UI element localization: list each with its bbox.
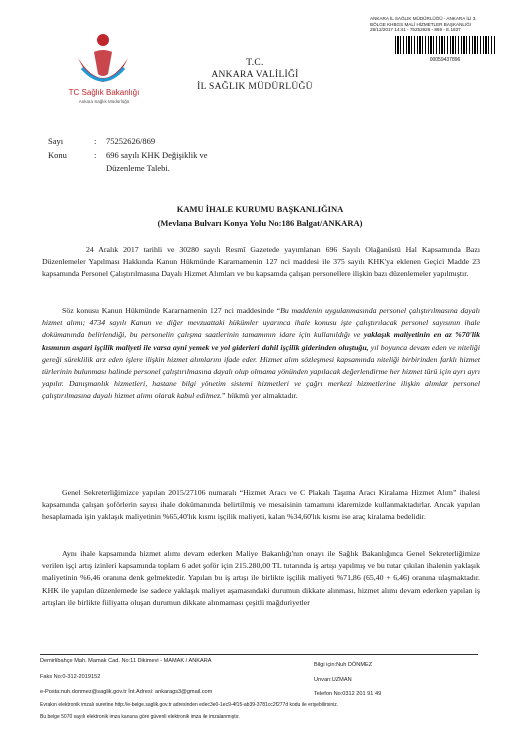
logo-name: TC Sağlık Bakanlığı: [68, 88, 140, 97]
footer-email: e-Posta:nuh.donmez@saglik.gov.tr İnt.Adresi: ankarags3@gmail.com: [40, 689, 213, 695]
p2-outro: ” hükmü yer almaktadır.: [221, 391, 298, 401]
p2-quote-bold: yaklaşık maliyetinin en az %70'lik kısmının asgari işçilik maliyeti ile varsa ayni yemek ve yol giderleri dahil işçilik giderinden oluştuğu,: [42, 330, 480, 352]
footer-phone: Telefon No:0312 201 91 49: [314, 691, 382, 697]
paragraph-3: Genel Sekreterliğimizce yapılan 2015/27106 numaralı “Hizmet Aracı ve C Plakalı Taşıma Aracı Kiralama Hizmet Alım” ihalesi kapsamında çalışan şoförlerin sayısı ihale dokümanında belirtilmiş ve mesaisinin tamamını idaremizde kullanmaktadırlar. Ancak yapılan hesaplamada işin yaklaşık maliyetinin %65,40'lık kısmı işçilik maliyeti, kalan %34,60'lık kısmı ise araç kiralama bedelidir.: [42, 488, 480, 522]
konu-label: Konu: [48, 150, 67, 160]
p2-intro: Söz konusu Kanun Hükmünde Kararnamenin 127 nci maddesinde “: [62, 306, 281, 315]
verification-note: Evrakın elektronik imzalı suretine http://e-belge.saglik.gov.tr adresinden edec3e0-1ec9-4f15-ab39-3781cc2f277d kodu ile erişebilirsiniz.: [40, 702, 339, 708]
sayi-value: 75252626/869: [106, 136, 156, 146]
header-directorate: İL SAĞLIK MÜDÜRLÜĞÜ: [197, 82, 313, 92]
footer-info: Bilgi için:Nuh DÖNMEZ: [314, 662, 373, 668]
barcode-number: 00059437896: [429, 57, 461, 63]
sayi-label: Sayı: [48, 136, 64, 146]
barcode: [395, 36, 495, 54]
stamp-line-1: ANKARA İL SAĞLIK MÜDÜRLÜĞÜ - ANKARA İLİ 3.: [370, 16, 477, 21]
paragraph-1: 24 Aralık 2017 tarihli ve 30280 sayılı Resmî Gazetede yayımlanan 696 Sayılı Olağanüstü Hal Kapsamında Bazı Düzenlemeler Yapılması Hakkında Kanun Hükmünde Kararnamenin 127 nci maddesi ile 375 sayılı KHK'ya eklenen Geçici Madde 23 kapsamında Personel Çalıştırılmasına Dayalı Hizmet Alımları ve bu kapsamda çalışan personellere ilişkin bazı düzenlemeler yapılmıştır.: [42, 245, 480, 279]
konu-value-1: 696 sayılı KHK Değişiklik ve: [106, 150, 208, 160]
meta-sayi: Sayı : 75252626/869: [48, 136, 156, 146]
header-governorship: ANKARA VALİLİĞİ: [211, 70, 299, 80]
registry-stamp: [370, 16, 500, 33]
footer-title: Unvan:UZMAN: [314, 677, 352, 683]
footer-address: Demirlibahçe Mah. Mamak Cad. No:11 Dikimevi - MAMAK / ANKARA: [40, 658, 212, 664]
stamp-line-3: 28/12/2017 14:41 - 75252626 - 869 - E.1837: [370, 27, 461, 33]
header-tc: T.C.: [246, 58, 264, 68]
stamp-line-2: BÖLGE KHBGS MALİ HİZMETLER BAŞKANLIĞI: [370, 21, 472, 27]
logo-subtitle: Ankara Sağlık Müdürlüğü: [78, 99, 130, 104]
footer-fax: Faks No:0-312-2019152: [40, 674, 101, 680]
recipient-title: KAMU İHALE KURUMU BAŞKANLIĞINA: [176, 204, 344, 214]
p2-quote-1: Bu maddenin uygulanmasında personel çalıştırılmasına dayalı hizmet alımı; 4734 sayılı Kanun ve diğer mevzuattaki hükümler uyarınca ihale konusu işte çalıştırılacak personel sayısının ihale dokümanında belirlendiği, bu personelin çalışma saatlerinin tamamının idare için kullanıldığı ve: [42, 306, 480, 340]
footer-divider: [40, 654, 478, 655]
konu-value-2: Düzenleme Talebi.: [106, 163, 170, 173]
paragraph-4: Aynı ihale kapsamında hizmet alımı devam ederken Maliye Bakanlığı'nın onayı ile Sağlık Bakanlığınca Genel Sekreterliğimize verilen işçi artış izinleri kapsamında toplam 6 adet şoför için 215.280,00 TL tutarında iş artışı yapılmış ve bu tutar çıkılan ihalenin yaklaşık maliyetinin %6,46 oranına denk gelmektedir. Yapılan bu iş artışı ile birlikte işçilik maliyeti %71,86 (65,40 + 6,46) oranına ulaşmaktadır. KHK ile yapılan düzenlemede ise sadece yaklaşık maliyet aşamasındaki durumun dikkate alınması, hizmet alımı devam ederken yapılan iş artışları ile birlikte fiiliyatta oluşan durumun dikkate alınmaması çeşitli mağduriyetler: [42, 549, 480, 607]
recipient-address: (Mevlana Bulvarı Konya Yolu No:186 Balgat/ANKARA): [157, 218, 363, 228]
paragraph-2: [42, 305, 480, 403]
meta-konu: Konu : 696 sayılı KHK Değişiklik ve: [48, 150, 208, 160]
p2-quote-2: yıl boyunca devam eden ve niteliği gereği süreklilik arz eden işlere ilişkin hizmet alımlarını ifade eder. Hizmet alım sözleşmesi kapsamında niteliği birbirinden farklı hizmet türlerinin bulunması halinde personel çalıştırılmasına dayalı olup olmama yönünden yapılacak değerlendirme her hizmet türü için ayrı ayrı yapılır. Danışmanlık hizmetleri, hastane bilgi yönetim sistemi hizmetleri ve çağrı merkezi hizmetlerine ilişkin alımlar personel çalıştırılmasına dayalı hizmet alımı olarak kabul edilmez.: [42, 342, 481, 401]
esign-note: Bu belge 5070 sayılı elektronik imza kanuna göre güvenli elektronik imza ile imzalanmıştır.: [40, 714, 240, 720]
